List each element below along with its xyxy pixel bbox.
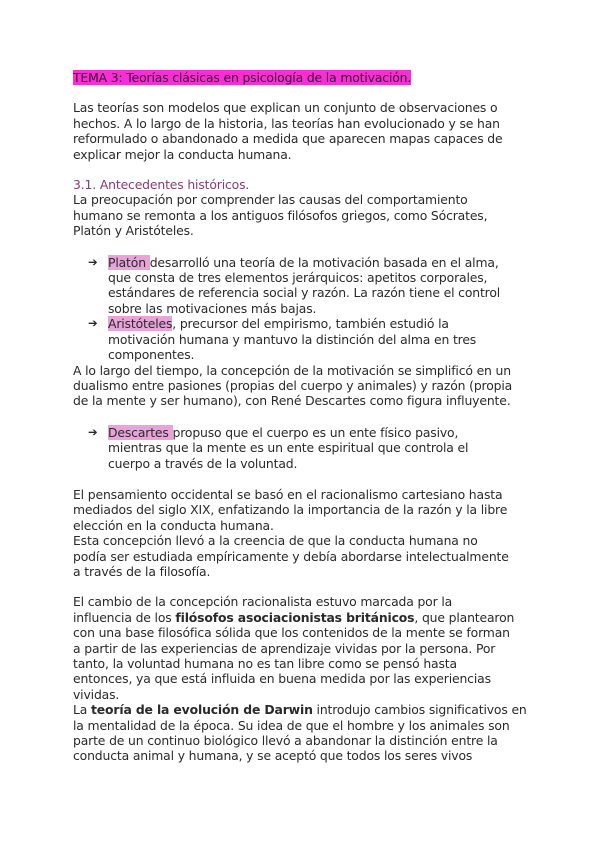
bold-term: teoría de la evolución de Darwin	[91, 702, 313, 718]
text-line: entonces, ya que está influida en buena medida por las experiencias	[73, 671, 491, 687]
text-span: influencia de los	[73, 609, 176, 625]
text-span: , precursor del empirismo, también estudió la	[172, 316, 449, 332]
text-line	[73, 702, 530, 717]
text-line: Esta concepción llevó a la creencia de que la conducta humana no	[73, 533, 478, 549]
text-line: podía ser estudiada empíricamente y debía abordarse intelectualmente	[73, 548, 509, 564]
bullet-item-descartes	[73, 425, 530, 471]
text-line: tanto, la voluntad humana no es tan libre como se pensó hasta	[73, 656, 457, 671]
text-line: estándares de referencia social y razón. La razón tiene el control	[108, 285, 501, 301]
darwin-paragraph	[73, 702, 530, 764]
britanicos-paragraph	[73, 594, 530, 702]
spacer	[73, 471, 530, 487]
occidental-paragraph	[73, 487, 530, 533]
text-line	[73, 610, 530, 625]
text-span: desarrolló una teoría de la motivación basada en el alma,	[149, 254, 499, 270]
text-line: hechos. A lo largo de la historia, las teorías han evolucionado y se han	[73, 115, 500, 131]
arrow-bullet-icon: ➔	[88, 316, 98, 331]
text-line: Platón y Aristóteles.	[73, 223, 194, 239]
text-line: mediados del siglo XIX, enfatizando la importancia de la razón y la libre	[73, 502, 508, 518]
text-line: la mentalidad de la época. Su idea de que el hombre y los animales son	[73, 717, 510, 733]
descartes-bullet-list	[73, 425, 530, 471]
text-line: que consta de tres elementos jerárquicos: apetitos corporales,	[108, 270, 488, 286]
section-intro-paragraph	[73, 192, 530, 238]
text-line: reformulado o abandonado a medida que aparecen mapas capaces de	[73, 131, 503, 147]
text-line: Las teorías son modelos que explican un conjunto de observaciones o	[73, 100, 498, 116]
text-line: La preocupación por comprender las causas del comportamiento	[73, 192, 468, 208]
text-span: propuso que el cuerpo es un ente físico pasivo,	[172, 424, 459, 440]
text-span: introdujo cambios significativos en	[312, 702, 527, 718]
title-highlight: TEMA 3: Teorías clásicas en psicología de la motivación.	[73, 70, 412, 85]
text-span: La	[73, 702, 91, 718]
text-line: A lo largo del tiempo, la concepción de la motivación se simplificó en un	[73, 362, 511, 378]
text-line: a partir de las experiencias de aprendizaje vividas por la persona. Por	[73, 640, 496, 656]
text-line: componentes.	[108, 347, 195, 363]
concepcion-paragraph	[73, 533, 530, 579]
text-line: cuerpo a través de la voluntad.	[108, 455, 298, 471]
text-line: humano se remonta a los antiguos filósofos griegos, como Sócrates,	[73, 207, 488, 223]
text-line	[108, 316, 530, 331]
text-line: dualismo entre pasiones (propias del cuerpo y animales) y razón (propia	[73, 377, 513, 393]
bold-term: filósofos asociacionistas británicos	[175, 609, 415, 625]
document-title	[73, 70, 530, 85]
text-line: mientras que la mente es un ente espiritual que controla el	[108, 440, 469, 456]
text-line: a través de la filosofía.	[73, 563, 211, 579]
text-line: con una base filosófica sólida que los contenidos de la mente se forman	[73, 625, 510, 641]
name-highlight: Descartes	[108, 424, 173, 440]
section-heading: 3.1. Antecedentes históricos.	[73, 177, 250, 193]
name-highlight: Platón	[108, 254, 150, 270]
bullet-item-platon	[73, 255, 530, 317]
text-line: conducta animal y humana, y se aceptó que todos los seres vivos	[73, 748, 473, 764]
text-line: parte de un continuo biológico llevó a abandonar la distinción entre la	[73, 733, 498, 749]
name-highlight: Aristóteles	[108, 316, 173, 332]
text-line	[108, 425, 530, 440]
text-line: de la mente y ser humano), con René Descartes como figura influyente.	[73, 393, 511, 409]
text-line: sobre las motivaciones más bajas.	[108, 300, 317, 316]
text-span: , que plantearon	[414, 609, 515, 625]
philosophers-bullet-list	[73, 255, 530, 363]
bullet-item-aristoteles	[73, 316, 530, 362]
text-line: El pensamiento occidental se basó en el racionalismo cartesiano hasta	[73, 486, 503, 502]
descartes-paragraph	[73, 363, 530, 409]
text-line: El cambio de la concepción racionalista estuvo marcada por la	[73, 594, 453, 610]
text-line: elección en la conducta humana.	[73, 517, 274, 533]
text-line: motivación humana y mantuvo la distinción del alma en tres	[108, 331, 477, 347]
intro-paragraph	[73, 100, 530, 162]
arrow-bullet-icon: ➔	[88, 254, 98, 269]
text-line: explicar mejor la conducta humana.	[73, 146, 292, 162]
arrow-bullet-icon: ➔	[88, 424, 98, 439]
text-line	[108, 255, 530, 270]
text-line: vividas.	[73, 686, 120, 702]
